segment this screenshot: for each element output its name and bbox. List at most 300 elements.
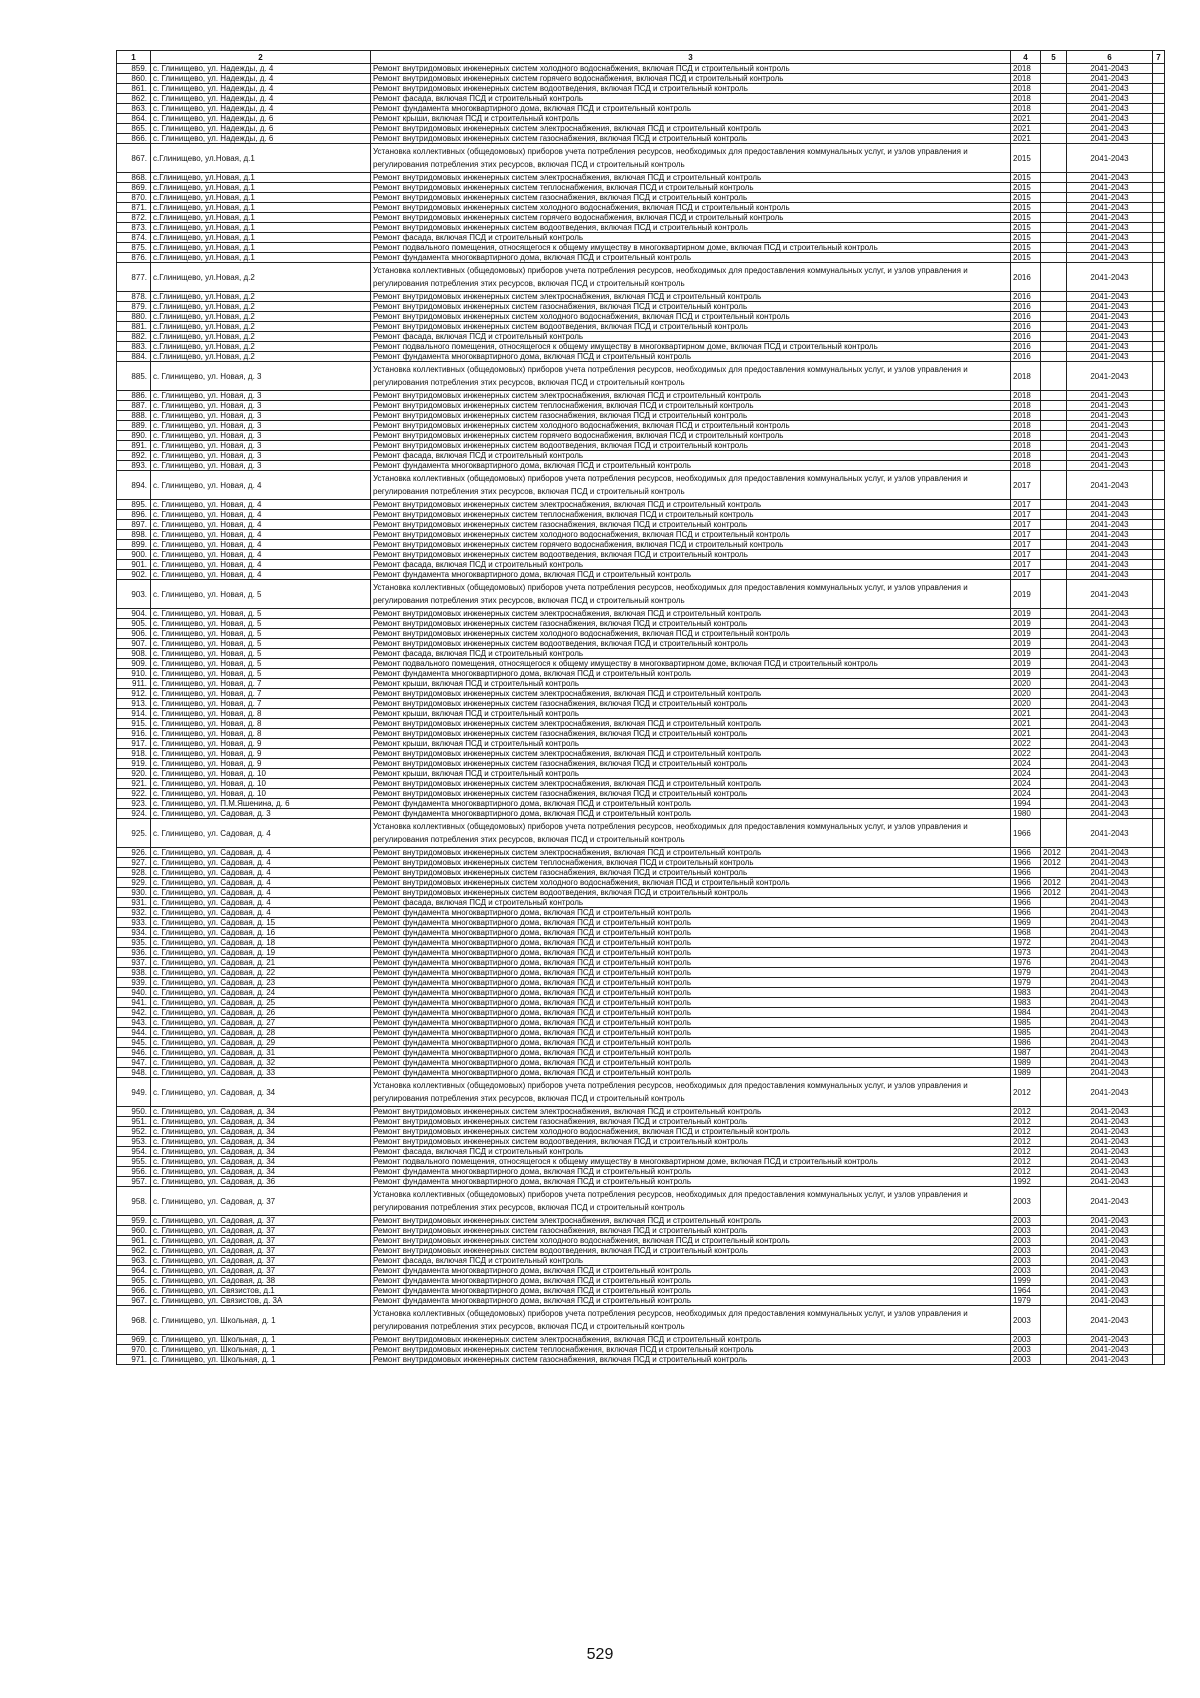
address-cell: с. Глинищево, ул. Надежды, д. 6 — [151, 114, 371, 124]
year-last-repair-cell — [1041, 1068, 1067, 1078]
row-number-cell: 865. — [117, 124, 151, 134]
work-type-cell: Ремонт фасада, включая ПСД и строительный контроль — [371, 94, 1011, 104]
year-built-cell: 2015 — [1011, 144, 1041, 173]
row-number-cell: 929. — [117, 878, 151, 888]
year-built-cell: 2012 — [1011, 1078, 1041, 1107]
planned-period-cell: 2041-2043 — [1067, 510, 1153, 520]
table-row — [117, 998, 1165, 1008]
work-type-cell: Ремонт внутридомовых инженерных систем водоотведения, включая ПСД и строительный контроль — [371, 639, 1011, 649]
row-number-cell: 882. — [117, 332, 151, 342]
year-last-repair-cell — [1041, 1058, 1067, 1068]
work-type-cell: Ремонт внутридомовых инженерных систем теплоснабжения, включая ПСД и строительный контроль — [371, 510, 1011, 520]
planned-period-cell: 2041-2043 — [1067, 94, 1153, 104]
planned-period-cell: 2041-2043 — [1067, 729, 1153, 739]
row-number-cell: 914. — [117, 709, 151, 719]
note-cell — [1153, 1167, 1165, 1177]
work-type-cell: Ремонт внутридомовых инженерных систем холодного водоснабжения, включая ПСД и строительный контроль — [371, 64, 1011, 74]
address-cell: с.Глинищево, ул.Новая, д.1 — [151, 144, 371, 173]
year-built-cell: 2012 — [1011, 1137, 1041, 1147]
work-type-cell: Ремонт подвального помещения, относящегося к общему имуществу в многоквартирном доме, включая ПСД и строительный контроль — [371, 1157, 1011, 1167]
note-cell — [1153, 74, 1165, 84]
year-last-repair-cell — [1041, 213, 1067, 223]
year-last-repair-cell — [1041, 104, 1067, 114]
year-built-cell: 2021 — [1011, 114, 1041, 124]
table-row — [117, 1117, 1165, 1127]
planned-period-cell: 2041-2043 — [1067, 858, 1153, 868]
planned-period-cell: 2041-2043 — [1067, 144, 1153, 173]
table-row — [117, 362, 1165, 391]
year-built-cell: 2012 — [1011, 1157, 1041, 1167]
year-built-cell: 1980 — [1011, 809, 1041, 819]
note-cell — [1153, 441, 1165, 451]
note-cell — [1153, 84, 1165, 94]
row-number-cell: 943. — [117, 1018, 151, 1028]
page-number: 529 — [586, 1646, 614, 1663]
year-built-cell: 2021 — [1011, 124, 1041, 134]
table-row — [117, 114, 1165, 124]
address-cell: с. Глинищево, ул. Школьная, д. 1 — [151, 1306, 371, 1335]
header-cell: 4 — [1011, 51, 1041, 64]
note-cell — [1153, 1335, 1165, 1345]
year-built-cell: 2012 — [1011, 1107, 1041, 1117]
table-row — [117, 769, 1165, 779]
header-cell: 7 — [1153, 51, 1165, 64]
note-cell — [1153, 739, 1165, 749]
work-type-cell: Ремонт фасада, включая ПСД и строительный контроль — [371, 233, 1011, 243]
row-number-cell: 946. — [117, 1048, 151, 1058]
address-cell: с. Глинищево, ул. Садовая, д. 19 — [151, 948, 371, 958]
planned-period-cell: 2041-2043 — [1067, 1266, 1153, 1276]
address-cell: с. Глинищево, ул. Надежды, д. 4 — [151, 94, 371, 104]
year-last-repair-cell — [1041, 1236, 1067, 1246]
planned-period-cell: 2041-2043 — [1067, 263, 1153, 292]
year-last-repair-cell — [1041, 619, 1067, 629]
planned-period-cell: 2041-2043 — [1067, 679, 1153, 689]
row-number-cell: 922. — [117, 789, 151, 799]
year-last-repair-cell — [1041, 1296, 1067, 1306]
year-last-repair-cell — [1041, 948, 1067, 958]
table-row — [117, 312, 1165, 322]
table-row — [117, 988, 1165, 998]
year-built-cell: 1999 — [1011, 1276, 1041, 1286]
year-last-repair-cell — [1041, 134, 1067, 144]
row-number-cell: 941. — [117, 998, 151, 1008]
table-row — [117, 213, 1165, 223]
work-type-cell: Ремонт внутридомовых инженерных систем электроснабжения, включая ПСД и строительный контроль — [371, 292, 1011, 302]
year-last-repair-cell — [1041, 938, 1067, 948]
row-number-cell: 966. — [117, 1286, 151, 1296]
year-built-cell: 2018 — [1011, 362, 1041, 391]
work-type-cell: Ремонт подвального помещения, относящегося к общему имуществу в многоквартирном доме, включая ПСД и строительный контроль — [371, 243, 1011, 253]
work-type-cell: Ремонт фундамента многоквартирного дома, включая ПСД и строительный контроль — [371, 988, 1011, 998]
planned-period-cell: 2041-2043 — [1067, 183, 1153, 193]
row-number-cell: 891. — [117, 441, 151, 451]
row-number-cell: 949. — [117, 1078, 151, 1107]
work-type-cell: Ремонт фундамента многоквартирного дома, включая ПСД и строительный контроль — [371, 104, 1011, 114]
year-built-cell: 2020 — [1011, 689, 1041, 699]
year-last-repair-cell — [1041, 1008, 1067, 1018]
year-last-repair-cell — [1041, 968, 1067, 978]
table-header-row — [117, 51, 1165, 64]
note-cell — [1153, 1256, 1165, 1266]
note-cell — [1153, 868, 1165, 878]
table-row — [117, 679, 1165, 689]
planned-period-cell: 2041-2043 — [1067, 779, 1153, 789]
year-built-cell: 2019 — [1011, 639, 1041, 649]
work-type-cell: Ремонт внутридомовых инженерных систем газоснабжения, включая ПСД и строительный контроль — [371, 134, 1011, 144]
year-built-cell: 1979 — [1011, 1296, 1041, 1306]
work-type-cell: Ремонт внутридомовых инженерных систем теплоснабжения, включая ПСД и строительный контроль — [371, 1345, 1011, 1355]
year-built-cell: 1966 — [1011, 819, 1041, 848]
year-last-repair-cell — [1041, 809, 1067, 819]
note-cell — [1153, 679, 1165, 689]
address-cell: с. Глинищево, ул. Садовая, д. 4 — [151, 819, 371, 848]
note-cell — [1153, 799, 1165, 809]
work-type-cell: Ремонт крыши, включая ПСД и строительный контроль — [371, 114, 1011, 124]
row-number-cell: 862. — [117, 94, 151, 104]
table-row — [117, 1167, 1165, 1177]
table-row — [117, 699, 1165, 709]
year-built-cell: 2017 — [1011, 540, 1041, 550]
row-number-cell: 970. — [117, 1345, 151, 1355]
note-cell — [1153, 649, 1165, 659]
table-row — [117, 639, 1165, 649]
year-last-repair-cell — [1041, 1345, 1067, 1355]
address-cell: с. Глинищево, ул. Новая, д. 5 — [151, 609, 371, 619]
row-number-cell: 971. — [117, 1355, 151, 1365]
table-row — [117, 223, 1165, 233]
year-built-cell: 2022 — [1011, 749, 1041, 759]
address-cell: с. Глинищево, ул. Садовая, д. 4 — [151, 898, 371, 908]
row-number-cell: 887. — [117, 401, 151, 411]
planned-period-cell: 2041-2043 — [1067, 134, 1153, 144]
year-last-repair-cell — [1041, 540, 1067, 550]
year-built-cell: 2021 — [1011, 729, 1041, 739]
work-type-cell: Ремонт фундамента многоквартирного дома, включая ПСД и строительный контроль — [371, 1266, 1011, 1276]
work-type-cell: Ремонт внутридомовых инженерных систем газоснабжения, включая ПСД и строительный контроль — [371, 411, 1011, 421]
year-built-cell: 2012 — [1011, 1127, 1041, 1137]
note-cell — [1153, 699, 1165, 709]
row-number-cell: 932. — [117, 908, 151, 918]
planned-period-cell: 2041-2043 — [1067, 243, 1153, 253]
planned-period-cell: 2041-2043 — [1067, 193, 1153, 203]
table-row — [117, 1048, 1165, 1058]
work-type-cell: Ремонт фундамента многоквартирного дома, включая ПСД и строительный контроль — [371, 352, 1011, 362]
year-last-repair-cell — [1041, 1266, 1067, 1276]
year-last-repair-cell — [1041, 729, 1067, 739]
table-row — [117, 1058, 1165, 1068]
header-cell: 1 — [117, 51, 151, 64]
planned-period-cell: 2041-2043 — [1067, 908, 1153, 918]
year-built-cell: 2003 — [1011, 1226, 1041, 1236]
row-number-cell: 927. — [117, 858, 151, 868]
planned-period-cell: 2041-2043 — [1067, 312, 1153, 322]
table-row — [117, 819, 1165, 848]
table-row — [117, 104, 1165, 114]
note-cell — [1153, 1246, 1165, 1256]
table-row — [117, 1137, 1165, 1147]
row-number-cell: 878. — [117, 292, 151, 302]
row-number-cell: 918. — [117, 749, 151, 759]
work-type-cell: Ремонт фундамента многоквартирного дома, включая ПСД и строительный контроль — [371, 253, 1011, 263]
row-number-cell: 919. — [117, 759, 151, 769]
row-number-cell: 915. — [117, 719, 151, 729]
year-built-cell: 2018 — [1011, 451, 1041, 461]
year-built-cell: 2003 — [1011, 1345, 1041, 1355]
work-type-cell: Ремонт внутридомовых инженерных систем холодного водоснабжения, включая ПСД и строительный контроль — [371, 530, 1011, 540]
row-number-cell: 883. — [117, 342, 151, 352]
year-built-cell: 2018 — [1011, 74, 1041, 84]
note-cell — [1153, 1068, 1165, 1078]
year-last-repair-cell — [1041, 253, 1067, 263]
year-last-repair-cell — [1041, 203, 1067, 213]
note-cell — [1153, 332, 1165, 342]
work-type-cell: Установка коллективных (общедомовых) приборов учета потребления ресурсов, необходимых для предоставления коммунальных услуг, и узлов управления и регулирования потребления этих ресурсов, включая ПСД и строительный контроль — [371, 580, 1011, 609]
table-row — [117, 1157, 1165, 1167]
year-last-repair-cell — [1041, 759, 1067, 769]
year-last-repair-cell — [1041, 322, 1067, 332]
planned-period-cell: 2041-2043 — [1067, 1306, 1153, 1335]
address-cell: с. Глинищево, ул. Школьная, д. 1 — [151, 1335, 371, 1345]
note-cell — [1153, 1157, 1165, 1167]
row-number-cell: 934. — [117, 928, 151, 938]
note-cell — [1153, 1018, 1165, 1028]
planned-period-cell: 2041-2043 — [1067, 1177, 1153, 1187]
address-cell: с. Глинищево, ул. Садовая, д. 37 — [151, 1246, 371, 1256]
row-number-cell: 959. — [117, 1216, 151, 1226]
table-row — [117, 689, 1165, 699]
note-cell — [1153, 94, 1165, 104]
planned-period-cell: 2041-2043 — [1067, 609, 1153, 619]
note-cell — [1153, 352, 1165, 362]
year-last-repair-cell — [1041, 570, 1067, 580]
year-last-repair-cell — [1041, 1246, 1067, 1256]
table-row — [117, 580, 1165, 609]
row-number-cell: 938. — [117, 968, 151, 978]
work-type-cell: Ремонт внутридомовых инженерных систем электроснабжения, включая ПСД и строительный контроль — [371, 500, 1011, 510]
year-built-cell: 2018 — [1011, 411, 1041, 421]
year-last-repair-cell — [1041, 302, 1067, 312]
table-row — [117, 520, 1165, 530]
year-built-cell: 2012 — [1011, 1117, 1041, 1127]
year-last-repair-cell — [1041, 1187, 1067, 1216]
year-built-cell: 2015 — [1011, 223, 1041, 233]
year-last-repair-cell — [1041, 471, 1067, 500]
address-cell: с. Глинищево, ул. Садовая, д. 4 — [151, 868, 371, 878]
year-last-repair-cell — [1041, 114, 1067, 124]
planned-period-cell: 2041-2043 — [1067, 749, 1153, 759]
address-cell: с. Глинищево, ул. Садовая, д. 34 — [151, 1107, 371, 1117]
year-last-repair-cell — [1041, 609, 1067, 619]
table-row — [117, 342, 1165, 352]
table-row — [117, 888, 1165, 898]
year-built-cell: 2020 — [1011, 699, 1041, 709]
row-number-cell: 895. — [117, 500, 151, 510]
planned-period-cell: 2041-2043 — [1067, 173, 1153, 183]
work-type-cell: Ремонт внутридомовых инженерных систем холодного водоснабжения, включая ПСД и строительный контроль — [371, 312, 1011, 322]
address-cell: с. Глинищево, ул. Садовая, д. 37 — [151, 1236, 371, 1246]
work-type-cell: Ремонт внутридомовых инженерных систем горячего водоснабжения, включая ПСД и строительный контроль — [371, 74, 1011, 84]
planned-period-cell: 2041-2043 — [1067, 441, 1153, 451]
year-last-repair-cell — [1041, 739, 1067, 749]
year-last-repair-cell — [1041, 699, 1067, 709]
year-last-repair-cell — [1041, 1216, 1067, 1226]
work-type-cell: Установка коллективных (общедомовых) приборов учета потребления ресурсов, необходимых для предоставления коммунальных услуг, и узлов управления и регулирования потребления этих ресурсов, включая ПСД и строительный контроль — [371, 1306, 1011, 1335]
row-number-cell: 904. — [117, 609, 151, 619]
table-row — [117, 1127, 1165, 1137]
work-type-cell: Ремонт внутридомовых инженерных систем холодного водоснабжения, включая ПСД и строительный контроль — [371, 629, 1011, 639]
work-type-cell: Ремонт внутридомовых инженерных систем газоснабжения, включая ПСД и строительный контроль — [371, 759, 1011, 769]
work-type-cell: Ремонт фундамента многоквартирного дома, включая ПСД и строительный контроль — [371, 948, 1011, 958]
year-built-cell: 1989 — [1011, 1068, 1041, 1078]
address-cell: с. Глинищево, ул. Садовая, д. 18 — [151, 938, 371, 948]
note-cell — [1153, 510, 1165, 520]
note-cell — [1153, 431, 1165, 441]
note-cell — [1153, 223, 1165, 233]
row-number-cell: 923. — [117, 799, 151, 809]
address-cell: с. Глинищево, ул. Новая, д. 4 — [151, 550, 371, 560]
work-type-cell: Ремонт внутридомовых инженерных систем газоснабжения, включая ПСД и строительный контроль — [371, 868, 1011, 878]
address-cell: с. Глинищево, ул. Садовая, д. 15 — [151, 918, 371, 928]
note-cell — [1153, 253, 1165, 263]
year-built-cell: 2019 — [1011, 669, 1041, 679]
address-cell: с. Глинищево, ул. Новая, д. 4 — [151, 560, 371, 570]
note-cell — [1153, 709, 1165, 719]
year-built-cell: 1986 — [1011, 1038, 1041, 1048]
row-number-cell: 963. — [117, 1256, 151, 1266]
year-last-repair-cell — [1041, 391, 1067, 401]
planned-period-cell: 2041-2043 — [1067, 302, 1153, 312]
address-cell: с.Глинищево, ул.Новая, д.2 — [151, 342, 371, 352]
work-type-cell: Ремонт фундамента многоквартирного дома, включая ПСД и строительный контроль — [371, 669, 1011, 679]
table-row — [117, 848, 1165, 858]
year-built-cell: 1992 — [1011, 1177, 1041, 1187]
table-row — [117, 739, 1165, 749]
row-number-cell: 861. — [117, 84, 151, 94]
planned-period-cell: 2041-2043 — [1067, 998, 1153, 1008]
note-cell — [1153, 312, 1165, 322]
row-number-cell: 940. — [117, 988, 151, 998]
table-row — [117, 898, 1165, 908]
year-last-repair-cell — [1041, 689, 1067, 699]
planned-period-cell: 2041-2043 — [1067, 938, 1153, 948]
year-last-repair-cell — [1041, 401, 1067, 411]
year-last-repair-cell — [1041, 988, 1067, 998]
year-built-cell: 2019 — [1011, 619, 1041, 629]
row-number-cell: 948. — [117, 1068, 151, 1078]
year-last-repair-cell — [1041, 441, 1067, 451]
year-last-repair-cell — [1041, 84, 1067, 94]
row-number-cell: 967. — [117, 1296, 151, 1306]
note-cell — [1153, 769, 1165, 779]
note-cell — [1153, 540, 1165, 550]
work-type-cell: Установка коллективных (общедомовых) приборов учета потребления ресурсов, необходимых для предоставления коммунальных услуг, и узлов управления и регулирования потребления этих ресурсов, включая ПСД и строительный контроль — [371, 362, 1011, 391]
year-built-cell: 1964 — [1011, 1286, 1041, 1296]
row-number-cell: 863. — [117, 104, 151, 114]
planned-period-cell: 2041-2043 — [1067, 540, 1153, 550]
table-row — [117, 94, 1165, 104]
address-cell: с.Глинищево, ул.Новая, д.1 — [151, 223, 371, 233]
planned-period-cell: 2041-2043 — [1067, 699, 1153, 709]
table-row — [117, 451, 1165, 461]
note-cell — [1153, 669, 1165, 679]
row-number-cell: 936. — [117, 948, 151, 958]
year-last-repair-cell — [1041, 173, 1067, 183]
year-last-repair-cell — [1041, 659, 1067, 669]
note-cell — [1153, 1137, 1165, 1147]
work-type-cell: Ремонт внутридомовых инженерных систем водоотведения, включая ПСД и строительный контроль — [371, 1137, 1011, 1147]
address-cell: с. Глинищево, ул. Новая, д. 9 — [151, 759, 371, 769]
planned-period-cell: 2041-2043 — [1067, 709, 1153, 719]
note-cell — [1153, 461, 1165, 471]
note-cell — [1153, 689, 1165, 699]
row-number-cell: 930. — [117, 888, 151, 898]
year-last-repair-cell — [1041, 233, 1067, 243]
work-type-cell: Ремонт внутридомовых инженерных систем водоотведения, включая ПСД и строительный контроль — [371, 223, 1011, 233]
year-last-repair-cell — [1041, 64, 1067, 74]
year-last-repair-cell — [1041, 769, 1067, 779]
planned-period-cell: 2041-2043 — [1067, 1078, 1153, 1107]
table-row — [117, 570, 1165, 580]
planned-period-cell: 2041-2043 — [1067, 1216, 1153, 1226]
note-cell — [1153, 858, 1165, 868]
note-cell — [1153, 659, 1165, 669]
year-last-repair-cell — [1041, 1078, 1067, 1107]
note-cell — [1153, 1127, 1165, 1137]
address-cell: с. Глинищево, ул. Садовая, д. 4 — [151, 888, 371, 898]
work-type-cell: Установка коллективных (общедомовых) приборов учета потребления ресурсов, необходимых для предоставления коммунальных услуг, и узлов управления и регулирования потребления этих ресурсов, включая ПСД и строительный контроль — [371, 144, 1011, 173]
table-row — [117, 978, 1165, 988]
note-cell — [1153, 570, 1165, 580]
planned-period-cell: 2041-2043 — [1067, 520, 1153, 530]
row-number-cell: 958. — [117, 1187, 151, 1216]
work-type-cell: Ремонт внутридомовых инженерных систем газоснабжения, включая ПСД и строительный контроль — [371, 302, 1011, 312]
address-cell: с. Глинищево, ул. Школьная, д. 1 — [151, 1345, 371, 1355]
year-built-cell: 1966 — [1011, 848, 1041, 858]
year-built-cell: 1966 — [1011, 878, 1041, 888]
planned-period-cell: 2041-2043 — [1067, 203, 1153, 213]
work-type-cell: Ремонт внутридомовых инженерных систем газоснабжения, включая ПСД и строительный контроль — [371, 1117, 1011, 1127]
year-last-repair-cell — [1041, 998, 1067, 1008]
year-built-cell: 2018 — [1011, 391, 1041, 401]
planned-period-cell: 2041-2043 — [1067, 332, 1153, 342]
work-type-cell: Ремонт фундамента многоквартирного дома, включая ПСД и строительный контроль — [371, 938, 1011, 948]
work-type-cell: Ремонт фундамента многоквартирного дома, включая ПСД и строительный контроль — [371, 799, 1011, 809]
year-last-repair-cell — [1041, 94, 1067, 104]
year-last-repair-cell — [1041, 1127, 1067, 1137]
year-built-cell: 2016 — [1011, 292, 1041, 302]
year-built-cell: 2015 — [1011, 203, 1041, 213]
table-row — [117, 352, 1165, 362]
planned-period-cell: 2041-2043 — [1067, 64, 1153, 74]
table-row — [117, 1236, 1165, 1246]
address-cell: с. Глинищево, ул. Надежды, д. 4 — [151, 84, 371, 94]
year-built-cell: 1968 — [1011, 928, 1041, 938]
planned-period-cell: 2041-2043 — [1067, 451, 1153, 461]
note-cell — [1153, 938, 1165, 948]
note-cell — [1153, 173, 1165, 183]
table-row — [117, 1107, 1165, 1117]
address-cell: с. Глинищево, ул. Новая, д. 8 — [151, 729, 371, 739]
row-number-cell: 903. — [117, 580, 151, 609]
work-type-cell: Установка коллективных (общедомовых) приборов учета потребления ресурсов, необходимых для предоставления коммунальных услуг, и узлов управления и регулирования потребления этих ресурсов, включая ПСД и строительный контроль — [371, 1078, 1011, 1107]
note-cell — [1153, 1216, 1165, 1226]
year-built-cell: 1966 — [1011, 898, 1041, 908]
year-built-cell: 2015 — [1011, 173, 1041, 183]
row-number-cell: 933. — [117, 918, 151, 928]
table-row — [117, 292, 1165, 302]
year-last-repair-cell — [1041, 520, 1067, 530]
